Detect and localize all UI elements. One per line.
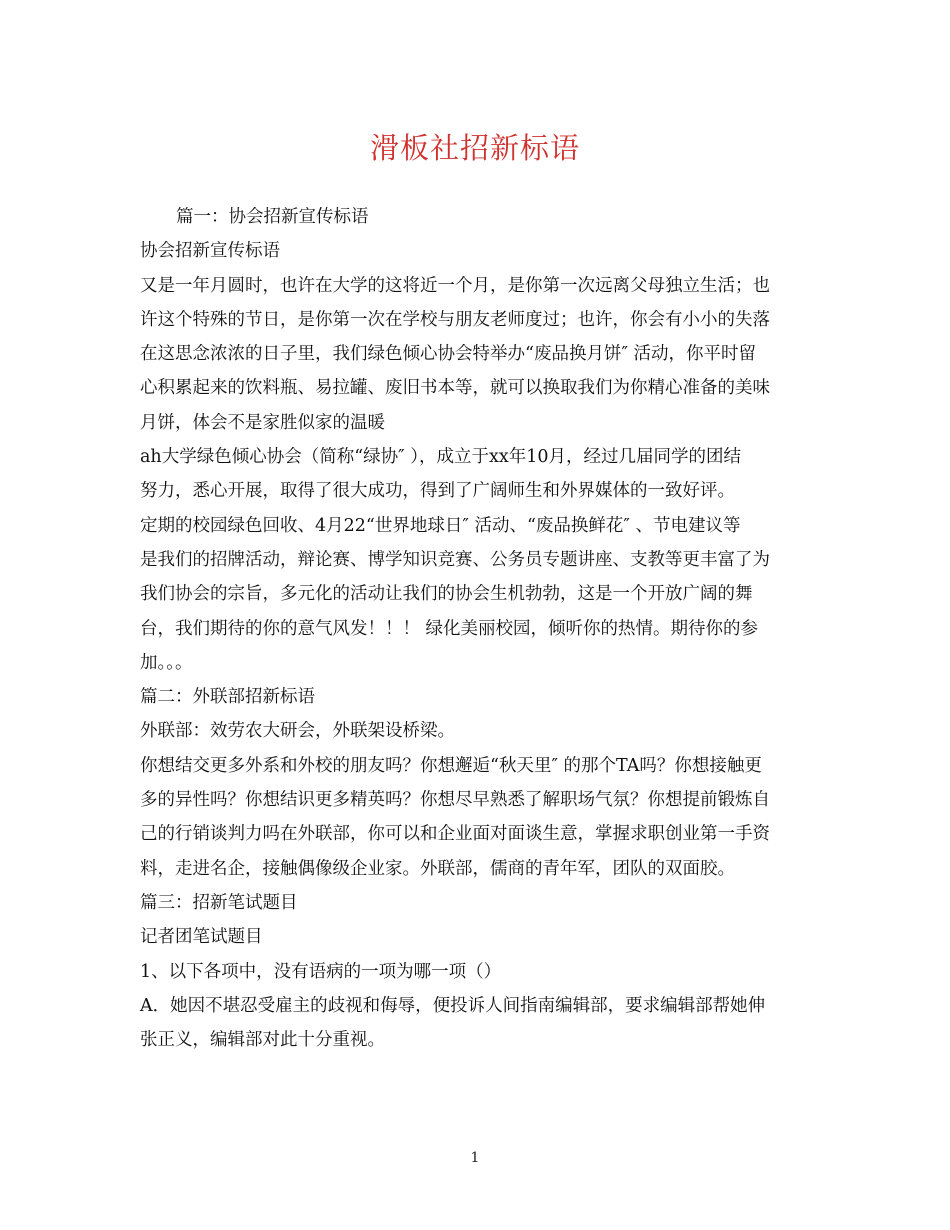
subheading: 记者团笔试题目 [140,927,263,948]
body-line: 加。。。 [140,652,193,673]
document-title: 滑板社招新标语 [369,131,580,165]
body-line: 在这思念浓浓的日子里，我们绿色倾心协会特举办“废品换月饼″ 活动，你平时留 [140,344,757,365]
option-line: A．她因不堪忍受雇主的歧视和侮辱，便投诉人间指南编辑部，要求编辑部帮她伸 [140,995,766,1016]
document-body [140,200,820,1057]
option-line: 张正义，编辑部对此十分重视。 [140,1030,385,1051]
body-line: ah大学绿色倾心协会（简称“绿协″ ），成立于xx年10月，经过几届同学的团结 [140,447,742,468]
page-number: 1 [470,1150,480,1166]
section-heading: 篇二：外联部招新标语 [140,687,315,708]
body-line: 努力，悉心开展，取得了很大成功，得到了广阔师生和外界媒体的一致好评。 [140,481,735,502]
body-line: 我们协会的宗旨，多元化的活动让我们的协会生机勃勃，这是一个开放广阔的舞 [140,584,753,605]
body-line: 许这个特殊的节日，是你第一次在学校与朋友老师度过；也许，你会有小小的失落 [140,309,770,330]
body-line: 月饼，体会不是家胜似家的温暖 [140,412,385,433]
body-line: 又是一年月圆时，也许在大学的这将近一个月，是你第一次远离父母独立生活；也 [140,275,770,296]
body-line: 你想结交更多外系和外校的朋友吗？你想邂逅“秋天里″ 的那个TA吗？你想接触更 [140,755,762,776]
body-line: 料，走进名企，接触偶像级企业家。外联部，儒商的青年军，团队的双面胶。 [140,858,735,879]
section-heading: 篇一：协会招新宣传标语 [176,207,369,227]
question-line: 1、以下各项中，没有语病的一项为哪一项（） [140,961,502,982]
body-line: 己的行销谈判力吗在外联部，你可以和企业面对面谈生意，掌握求职创业第一手资 [140,824,770,845]
body-line: 外联部：效劳农大研会，外联架设桥梁。 [140,721,455,742]
subheading: 协会招新宣传标语 [140,241,280,262]
body-line: 心积累起来的饮料瓶、易拉罐、废旧书本等，就可以换取我们为你精心准备的美味 [140,378,770,399]
body-line: 是我们的招牌活动，辩论赛、博学知识竞赛、公务员专题讲座、支教等更丰富了为 [140,549,770,570]
body-line: 多的异性吗？你想结识更多精英吗？你想尽早熟悉了解职场气氛？你想提前锻炼自 [140,790,770,811]
section-heading: 篇三：招新笔试题目 [140,892,298,913]
body-line: 台，我们期待的你的意气风发！！！ 绿化美丽校园，倾听你的热情。期待你的参 [140,618,759,639]
body-line: 定期的校园绿色回收、4月22“世界地球日″ 活动、“废品换鲜花″ 、节电建议等 [140,515,741,536]
